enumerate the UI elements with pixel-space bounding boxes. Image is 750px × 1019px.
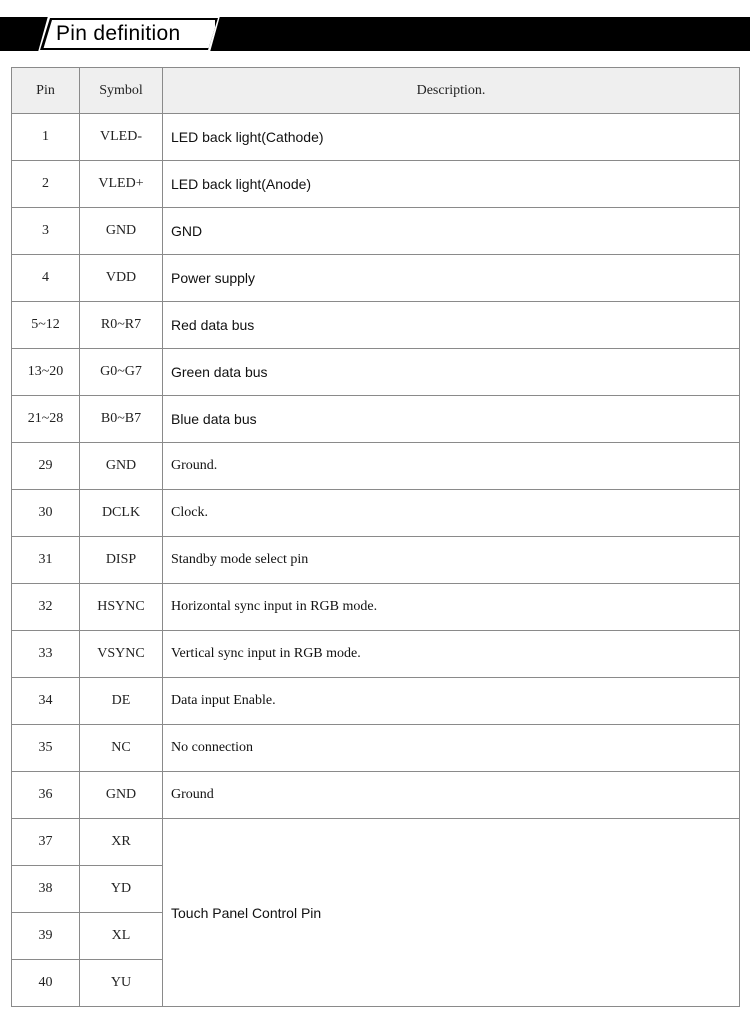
table-row (12, 772, 740, 819)
pin-cell: 36 (12, 772, 80, 819)
section-title: Pin definition (56, 22, 181, 45)
pin-cell: 35 (12, 725, 80, 772)
description-cell: Power supply (163, 255, 740, 302)
table-row (12, 255, 740, 302)
table-row (12, 114, 740, 161)
table-row (12, 443, 740, 490)
pin-cell: 1 (12, 114, 80, 161)
column-header-symbol: Symbol (80, 68, 163, 114)
pin-definition-table (11, 67, 740, 1007)
pin-cell: 30 (12, 490, 80, 537)
description-cell: Vertical sync input in RGB mode. (163, 631, 740, 678)
table-row (12, 537, 740, 584)
description-cell: Standby mode select pin (163, 537, 740, 584)
table-row (12, 349, 740, 396)
symbol-cell: YD (80, 866, 163, 913)
pin-cell: 3 (12, 208, 80, 255)
pin-cell: 33 (12, 631, 80, 678)
table-row (12, 725, 740, 772)
pin-cell: 13~20 (12, 349, 80, 396)
pin-cell: 29 (12, 443, 80, 490)
symbol-cell: HSYNC (80, 584, 163, 631)
symbol-cell: G0~G7 (80, 349, 163, 396)
description-cell-merged: Touch Panel Control Pin (163, 819, 740, 1007)
description-cell: Red data bus (163, 302, 740, 349)
table-row (12, 396, 740, 443)
symbol-cell: VLED+ (80, 161, 163, 208)
column-header-pin: Pin (12, 68, 80, 114)
pin-cell: 4 (12, 255, 80, 302)
table-row (12, 584, 740, 631)
table-row (12, 161, 740, 208)
table-row (12, 490, 740, 537)
pin-cell: 2 (12, 161, 80, 208)
symbol-cell: VLED- (80, 114, 163, 161)
description-cell: Horizontal sync input in RGB mode. (163, 584, 740, 631)
table-row (12, 678, 740, 725)
description-cell: LED back light(Cathode) (163, 114, 740, 161)
description-cell: Clock. (163, 490, 740, 537)
pin-cell: 34 (12, 678, 80, 725)
table-row (12, 631, 740, 678)
pin-cell: 32 (12, 584, 80, 631)
symbol-cell: XL (80, 913, 163, 960)
symbol-cell: YU (80, 960, 163, 1007)
description-cell: Ground. (163, 443, 740, 490)
description-cell: GND (163, 208, 740, 255)
symbol-cell: XR (80, 819, 163, 866)
description-cell: Green data bus (163, 349, 740, 396)
pin-cell: 37 (12, 819, 80, 866)
description-cell: Data input Enable. (163, 678, 740, 725)
symbol-cell: GND (80, 443, 163, 490)
description-cell: Ground (163, 772, 740, 819)
pin-cell: 5~12 (12, 302, 80, 349)
pin-cell: 38 (12, 866, 80, 913)
symbol-cell: VDD (80, 255, 163, 302)
table-row (12, 208, 740, 255)
pin-cell: 21~28 (12, 396, 80, 443)
pin-cell: 39 (12, 913, 80, 960)
symbol-cell: GND (80, 772, 163, 819)
symbol-cell: NC (80, 725, 163, 772)
description-cell: Blue data bus (163, 396, 740, 443)
symbol-cell: GND (80, 208, 163, 255)
symbol-cell: DCLK (80, 490, 163, 537)
symbol-cell: DISP (80, 537, 163, 584)
symbol-cell: B0~B7 (80, 396, 163, 443)
table-row (12, 302, 740, 349)
symbol-cell: DE (80, 678, 163, 725)
description-cell: LED back light(Anode) (163, 161, 740, 208)
symbol-cell: VSYNC (80, 631, 163, 678)
table-header-row (12, 68, 740, 114)
table-row (12, 819, 740, 866)
description-cell: No connection (163, 725, 740, 772)
pin-cell: 31 (12, 537, 80, 584)
column-header-description: Description. (163, 68, 740, 114)
symbol-cell: R0~R7 (80, 302, 163, 349)
pin-cell: 40 (12, 960, 80, 1007)
